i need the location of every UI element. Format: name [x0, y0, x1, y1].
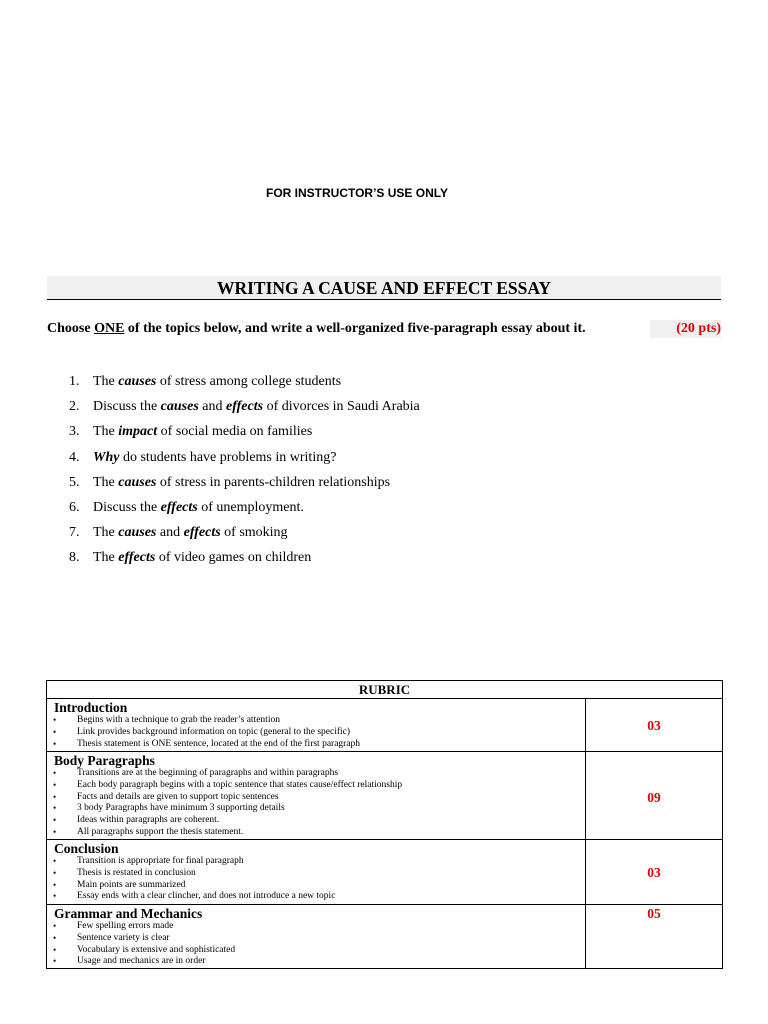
topic-keyword: causes [118, 374, 157, 389]
topic-text: of stress among college students [156, 374, 342, 389]
criteria-item: • Facts and details are given to support topic sentences [77, 792, 585, 804]
topic-text: The [93, 474, 119, 490]
section-score: 05 [586, 905, 723, 969]
topic-item [69, 473, 420, 498]
topic-text: The [93, 550, 119, 566]
topic-item [69, 422, 420, 447]
rubric-row-conclusion [47, 840, 723, 905]
topic-keyword: causes [118, 525, 157, 541]
topic-text: and [156, 525, 184, 541]
criteria-item: • Link provides background information on topic (general to the specific) [77, 727, 585, 739]
criteria-list [47, 768, 585, 839]
topic-text: The [93, 525, 119, 541]
criteria-item: • Vocabulary is extensive and sophisticated [77, 945, 585, 957]
topic-item [69, 498, 420, 523]
topic-item [69, 548, 420, 573]
topic-keyword: Why [93, 449, 120, 465]
topic-text: The [93, 374, 119, 389]
criteria-item: • Transition is appropriate for final paragraph [77, 856, 585, 868]
section-name: Grammar and Mechanics [54, 906, 203, 921]
criteria-item: • Usage and mechanics are in order [77, 956, 585, 968]
rubric-row-introduction [47, 699, 723, 752]
criteria-list [47, 715, 585, 750]
criteria-item: • Main points are summarized [77, 880, 585, 892]
topic-item [69, 523, 420, 548]
instruction-text-before: Choose [47, 321, 95, 336]
document-title: WRITING A CAUSE AND EFFECT ESSAY [47, 276, 721, 300]
rubric-criteria-cell [47, 840, 586, 905]
section-name: Body Paragraphs [54, 753, 155, 768]
instructor-use-label: FOR INSTRUCTOR’S USE ONLY [265, 186, 449, 200]
topic-keyword: causes [118, 474, 157, 490]
topic-text: Discuss the [93, 399, 161, 415]
rubric-criteria-cell [47, 699, 586, 752]
topic-text: of stress in parents-children relationships [156, 474, 391, 490]
points-label: (20 pts) [650, 320, 721, 338]
section-name: Introduction [54, 700, 128, 715]
topic-keyword: effects [226, 399, 264, 415]
topic-text: and [198, 399, 227, 415]
topic-text: of social media on families [157, 424, 313, 440]
section-score: 03 [586, 699, 723, 752]
topic-list [69, 372, 420, 574]
criteria-list [47, 856, 585, 903]
section-score: 03 [586, 840, 723, 905]
section-score: 09 [586, 752, 723, 840]
rubric-row-body-paragraphs [47, 752, 723, 840]
topic-number: 5. [69, 474, 80, 490]
topic-number: 8. [69, 550, 80, 566]
criteria-item: • Ideas within paragraphs are coherent. [77, 815, 585, 827]
topic-number: 1. [69, 374, 80, 389]
topic-keyword: effects [183, 525, 221, 541]
criteria-item: • All paragraphs support the thesis statement. [77, 827, 585, 839]
topic-text: The [93, 424, 119, 440]
topic-text: Discuss the [93, 499, 161, 515]
topic-text: do students have problems in writing? [119, 449, 337, 465]
rubric-table [46, 680, 723, 969]
criteria-item: • Essay ends with a clear clincher, and does not introduce a new topic [77, 891, 585, 903]
rubric-criteria-cell [47, 905, 586, 969]
topic-text: of video games on children [155, 550, 312, 566]
instruction-emphasis: ONE [94, 321, 125, 336]
topic-number: 6. [69, 499, 80, 515]
criteria-item: • Each body paragraph begins with a topic sentence that states cause/effect relationship [77, 780, 585, 792]
criteria-item: • Thesis is restated in conclusion [77, 868, 585, 880]
topic-text: of smoking [220, 525, 288, 541]
criteria-item: • Sentence variety is clear [77, 933, 585, 945]
topic-keyword: effects [118, 550, 156, 566]
topic-keyword: causes [160, 399, 199, 415]
instruction-text-after: of the topics below, and write a well-organized five-paragraph essay about it. [124, 321, 586, 336]
criteria-item: • Transitions are at the beginning of paragraphs and within paragraphs [77, 768, 585, 780]
criteria-item: • Thesis statement is ONE sentence, located at the end of the first paragraph [77, 739, 585, 751]
topic-text: of divorces in Saudi Arabia [263, 399, 420, 415]
criteria-item: • Begins with a technique to grab the reader’s attention [77, 715, 585, 727]
criteria-item: • 3 body Paragraphs have minimum 3 supporting details [77, 803, 585, 815]
topic-keyword: impact [118, 424, 158, 440]
criteria-list [47, 921, 585, 968]
topic-item [69, 448, 420, 473]
topic-number: 7. [69, 525, 80, 541]
rubric-title: RUBRIC [47, 681, 723, 699]
section-name: Conclusion [54, 841, 119, 856]
topic-number: 3. [69, 424, 80, 440]
topic-number: 2. [69, 399, 80, 415]
topic-item [69, 372, 420, 397]
instruction-line [47, 320, 721, 338]
topic-number: 4. [69, 449, 80, 465]
rubric-row-grammar-mechanics [47, 905, 723, 969]
topic-text: of unemployment. [197, 499, 304, 515]
rubric-criteria-cell [47, 752, 586, 840]
topic-keyword: effects [160, 499, 198, 515]
topic-item [69, 397, 420, 422]
criteria-item: • Few spelling errors made [77, 921, 585, 933]
